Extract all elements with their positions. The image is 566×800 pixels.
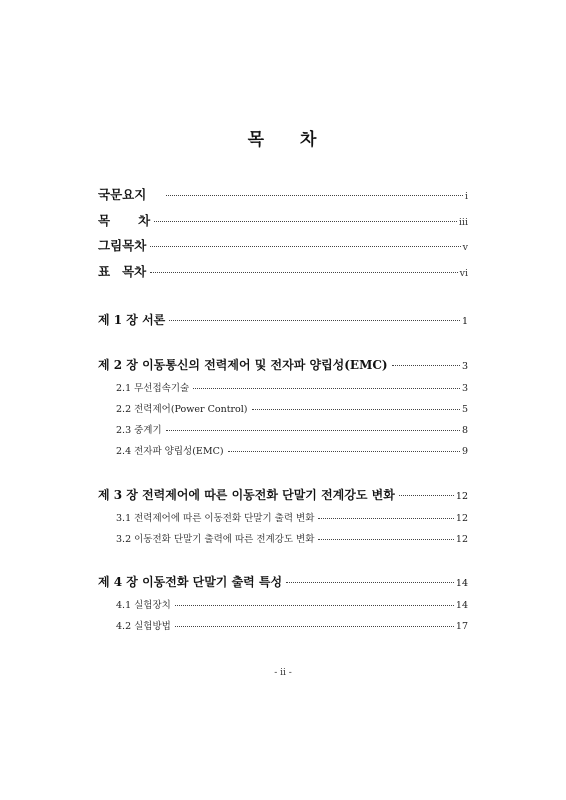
leader-dots xyxy=(228,451,460,452)
chapter-label: 제 3 장 전력제어에 따른 이동전화 단말기 전계강도 변화 xyxy=(98,488,395,502)
leader-dots xyxy=(150,246,460,247)
toc-entry-tables xyxy=(98,262,468,280)
toc-section-2-4 xyxy=(116,443,468,457)
toc-title-right: 차 xyxy=(300,130,319,150)
entry-label: 국문요지 xyxy=(98,187,147,202)
leader-dots xyxy=(166,195,463,196)
toc-chapter-3 xyxy=(98,486,468,503)
leader-dots xyxy=(392,365,460,366)
leader-dots xyxy=(286,582,454,583)
entry-label: 표 목차 xyxy=(98,264,147,279)
toc-section-3-2 xyxy=(116,531,468,545)
chapter-page: 3 xyxy=(461,361,468,372)
toc-chapter-1 xyxy=(98,311,468,328)
leader-dots xyxy=(175,605,454,606)
toc-section-3-1 xyxy=(116,510,468,524)
toc-title-left: 목 xyxy=(247,130,266,150)
section-label: 2.2 전력제어(Power Control) xyxy=(116,404,248,415)
section-page: 8 xyxy=(461,425,468,436)
entry-page: i xyxy=(464,191,468,202)
section-label: 4.2 실험방법 xyxy=(116,621,171,632)
section-label: 3.1 전력제어에 따른 이동전화 단말기 출력 변화 xyxy=(116,513,315,524)
leader-dots xyxy=(318,518,453,519)
leader-dots xyxy=(175,626,454,627)
toc-chapter-4 xyxy=(98,573,468,590)
section-label: 2.4 전자파 양립성(EMC) xyxy=(116,446,224,457)
chapter-page: 14 xyxy=(455,578,468,589)
entry-page: v xyxy=(462,242,468,253)
leader-dots xyxy=(193,388,460,389)
toc-entry-contents xyxy=(98,211,468,229)
leader-dots xyxy=(166,430,460,431)
toc-entry-figures xyxy=(98,236,468,254)
chapter-label: 제 1 장 서론 xyxy=(98,313,166,327)
section-label: 4.1 실험장치 xyxy=(116,600,171,611)
entry-label: 목 차 xyxy=(98,213,151,228)
leader-dots xyxy=(169,320,460,321)
section-page: 5 xyxy=(461,404,468,415)
toc-section-2-1 xyxy=(116,380,468,394)
toc-section-4-1 xyxy=(116,597,468,611)
leader-dots xyxy=(318,539,453,540)
chapter-page: 12 xyxy=(455,491,468,502)
section-page: 9 xyxy=(461,446,468,457)
chapter-page: 1 xyxy=(461,316,468,327)
section-label: 2.1 무선접속기술 xyxy=(116,383,190,394)
toc-chapter-2 xyxy=(98,356,468,373)
toc-title xyxy=(0,125,566,150)
leader-dots xyxy=(399,495,454,496)
chapter-label: 제 2 장 이동통신의 전력제어 및 전자파 양립성(EMC) xyxy=(98,358,388,372)
section-page: 3 xyxy=(461,383,468,394)
toc-entry-abstract xyxy=(98,185,468,203)
section-label: 2.3 중계기 xyxy=(116,425,162,436)
entry-page: iii xyxy=(458,217,468,228)
entry-label: 그림목차 xyxy=(98,238,147,253)
leader-dots xyxy=(154,221,457,222)
chapter-label: 제 4 장 이동전화 단말기 출력 특성 xyxy=(98,575,283,589)
toc-section-4-2 xyxy=(116,618,468,632)
leader-dots xyxy=(252,409,460,410)
section-page: 12 xyxy=(455,513,468,524)
entry-page: vi xyxy=(459,268,468,279)
toc-section-2-2 xyxy=(116,401,468,415)
leader-dots xyxy=(150,272,457,273)
toc-section-2-3 xyxy=(116,422,468,436)
page-number-footer: - ii - xyxy=(274,668,292,678)
section-label: 3.2 이동전화 단말기 출력에 따른 전계강도 변화 xyxy=(116,534,315,545)
section-page: 14 xyxy=(455,600,468,611)
section-page: 12 xyxy=(455,534,468,545)
section-page: 17 xyxy=(455,621,468,632)
